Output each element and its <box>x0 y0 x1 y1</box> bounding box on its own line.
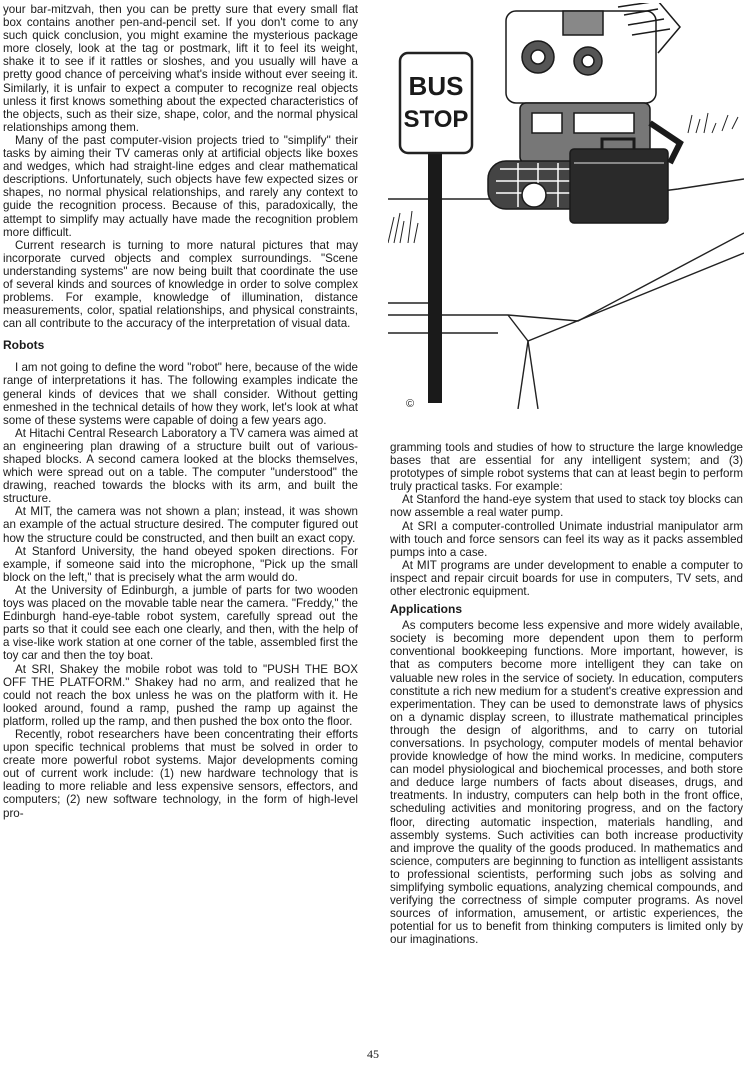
robot-at-bus-stop-icon <box>388 3 744 409</box>
copyright-mark: © <box>406 398 415 409</box>
briefcase <box>570 149 668 223</box>
paragraph-applications-1: As computers become less expensive and more widely available, society is becoming more dependent upon them to perform conventional bookkeeping functions. More important, however, is that as computers become more intelligent they can take on valuable new roles in the service of society. In education, computers constitute a rich new medium for a student's creative expression and experimentation. They can be used to demonstrate laws of physics on a dynamic display screen, to illustrate mathematical principles through the design of algorithms, and to carry on tutorial conversations. In psychology, computer models of mental behavior provide knowledge of how the mind works. In medicine, computers can model physiological and biochemical processes, and both store and deduce large numbers of facts about diseases, drugs, and treatments. In industry, computers can help both in the front office, scheduling activities and monitoring progress, and on the factory floor, directing automatic inspection, materials handling, and assembly systems. Such activities can both increase productivity and improve the quality of the goods produced. In mathematics and science, computers are beginning to function as intelligent assistants to professional scientists, performing such jobs as solving and simplifying symbolic equations, analyzing chemical compounds, and verifying the correctness of simple computer programs. As novel sources of information, amusement, or artistic experiences, the potential for us to benefit from thinking computers is limited only by our imaginations. <box>390 619 743 947</box>
paragraph-robots-3: At MIT, the camera was not shown a plan; instead, it was shown an example of the actual structure desired. The computer figured out how the structure could be constructed, and then built an exact copy. <box>3 505 358 545</box>
paragraph-robots-1: I am not going to define the word "robot" here, because of the wide range of interpretations it has. The following examples indicate the general kinds of devices that we shall consider. Without getting enmeshed in the technical details of how they work, let's look at what some of these systems were capable of doing a few years ago. <box>3 361 358 427</box>
right-column <box>390 441 743 946</box>
section-heading-applications: Applications <box>390 602 463 617</box>
curb-bottom <box>518 341 528 409</box>
paragraph-left-2: Many of the past computer-vision projects tried to "simplify" their tasks by aiming their TV cameras only at artificial objects like boxes and wedges, which had straight-line edges and clear mathematical descriptions. Unfortunately, such objects have few expected sizes or shapes, no normal physical relationships, and rarely any context to guide the recognition process. Because of this, paradoxically, the attempt to simplify may actually have made the recognition problem more difficult. <box>3 133 358 239</box>
left-column <box>3 3 358 820</box>
paragraph-right-1: gramming tools and studies of how to structure the large knowledge bases that are essential for any intelligent system; and (3) prototypes of simple robot systems that can at least begin to perform truly practical tasks. For example: <box>390 441 743 494</box>
robot-at-bus-stop-illustration <box>388 3 744 409</box>
paragraph-right-3: At SRI a computer-controlled Unimate industrial manipulator arm with touch and force sensors can feel its way as it packs assembled pumps into a case. <box>390 519 743 559</box>
paragraph-robots-4: At Stanford University, the hand obeyed spoken directions. For example, if someone said into the microphone, "Pick up the small block on the left," that is precisely what the arm would do. <box>3 544 358 584</box>
bus-stop-sign <box>400 53 472 153</box>
sign-line-stop: STOP <box>403 106 469 133</box>
paragraph-robots-2: At Hitachi Central Research Laboratory a TV camera was aimed at an engineering plan drawing of a structure built out of various-shaped blocks. A second camera looked at the blocks themselves, which were spread out on a table. The computer "understood" the drawing, reached towards the blocks with its arm, and built the structure. <box>3 426 358 506</box>
page-number: 45 <box>367 1047 379 1061</box>
section-heading-robots: Robots <box>3 338 45 353</box>
paragraph-right-4: At MIT programs are under development to enable a computer to inspect and repair circuit boards for use in computers, TV sets, and other electronic equipment. <box>390 558 743 599</box>
paragraph-left-3: Current research is turning to more natural pictures that may incorporate curved objects and complex surroundings. "Scene understanding systems" are now being built that coordinate the use of several kinds and sources of knowledge in order to solve complex problems. For example, knowledge of illumination, distance measurements, color, spatial relationships, and physical constraints, can all contribute to the accuracy of the interpretation of visual data. <box>3 238 358 331</box>
paragraph-right-2: At Stanford the hand-eye system that used to stack toy blocks can now assemble a real water pump. <box>390 493 743 520</box>
paragraph-robots-6: At SRI, Shakey the mobile robot was told to "PUSH THE BOX OFF THE PLATFORM." Shakey had no arm, and realized that he could not reach the box unless he was on the platform with it. He looked around, found a ramp, pushed the ramp up against the platform, rolled up the ramp, and then pushed the box onto the floor. <box>3 662 358 728</box>
paragraph-robots-5: At the University of Edinburgh, a jumble of parts for two wooden toys was placed on the movable table near the camera. "Freddy," the Edinburgh hand-eye-table robot system, carefully spread out the parts so that it could see each one clearly, and then, with the help of a vise-like work station at one corner of the table, assembled first the toy car and then the toy boat. <box>3 583 358 663</box>
sign-post <box>428 133 442 403</box>
paragraph-left-1: your bar-mitzvah, then you can be pretty sure that every small flat box contains another pen-and-pencil set. If you don't come to any such quick conclusion, you might examine the mysterious package more closely, look at the tag or postmark, lift it to feel its weight, shake it to see if it rattles or sloshes, and you usually will have a pretty good chance of perceiving what's inside without ever seeing it. Similarly, it is unfair to expect a computer to recognize real objects unless it first knows something about the expected characteristics of the objects, such as their size, shape, color, and the normal physical relationships among them. <box>3 3 358 134</box>
paragraph-robots-7: Recently, robot researchers have been concentrating their efforts upon specific technical problems that must be solved in order to create more powerful robot systems. Major developments coming out of current work include: (1) new hardware technology that is leading to more reliable and less expensive sensors, effectors, and computers; (2) new software technology, in the form of high-level pro- <box>3 727 358 820</box>
curb-face <box>508 253 744 341</box>
sign-line-bus: BUS <box>408 71 464 101</box>
